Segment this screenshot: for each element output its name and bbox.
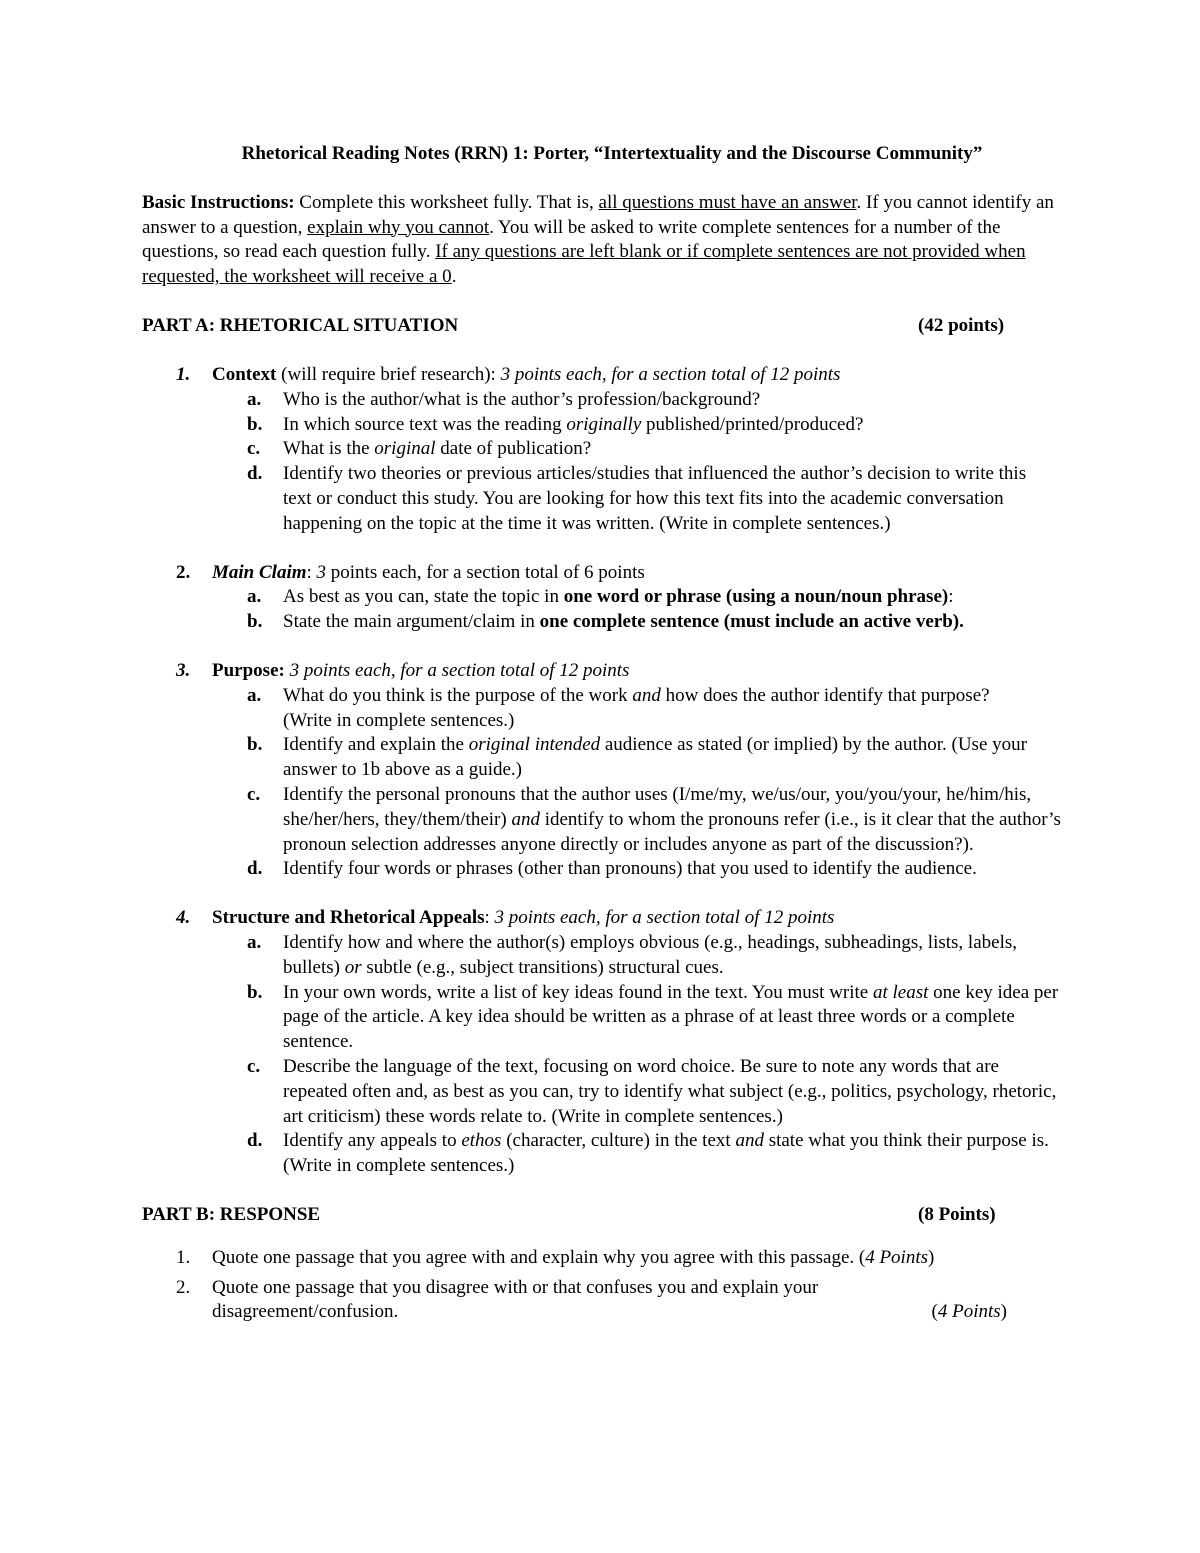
sub-item-letter: a. xyxy=(247,684,262,706)
sub-item-text: What is the xyxy=(283,438,375,460)
sub-item-text: In which source text was the reading xyxy=(283,413,567,435)
instructions-text-3: . You will be asked to write complete sentences for a number of the questions, so read each question fully. xyxy=(142,216,1001,263)
sub-item-text: Identify four words or phrases (other than pronouns) that you used to identify the audience. xyxy=(283,858,977,880)
sub-item-emphasis: and xyxy=(632,684,661,706)
sub-item-emphasis: ethos xyxy=(461,1130,502,1152)
sub-item-text: Identify two theories or previous articles/studies that influenced the author’s decision to write this text or conduct this study. You are looking for how this text fits into the academic conversation happening on the topic at the time it was written. (Write in complete sentences.) xyxy=(283,463,1027,534)
part-a-heading xyxy=(142,314,1062,339)
sub-item-emphasis: original xyxy=(374,438,436,460)
document-content xyxy=(142,142,1062,1325)
question-label: Structure and Rhetorical Appeals xyxy=(212,907,485,929)
question-text: (will require brief research): xyxy=(276,363,501,385)
sub-item-letter: b. xyxy=(247,734,263,756)
sub-item-text: In your own words, write a list of key ideas found in the text. You must write xyxy=(283,981,873,1003)
sub-item xyxy=(142,684,1043,734)
response-points: 4 Points xyxy=(865,1246,929,1268)
part-a-title: PART A: RHETORICAL SITUATION xyxy=(142,314,459,336)
response-text: Quote one passage that you agree with and explain why you agree with this passage. ( xyxy=(212,1246,866,1268)
instructions-text-2: . If you cannot identify an answer to a question, xyxy=(142,191,1054,238)
sub-item-text: As best as you can, state the topic in xyxy=(283,586,564,608)
question-emphasis: 3 xyxy=(316,561,327,583)
sub-item xyxy=(142,1129,1063,1179)
sub-item-letter: a. xyxy=(247,931,262,953)
sub-item-emphasis: and xyxy=(735,1130,764,1152)
instructions-text-1: Complete this worksheet fully. That is, xyxy=(294,191,599,213)
part-a-points: (42 points) xyxy=(918,314,1005,336)
sub-item-letter: d. xyxy=(247,858,263,880)
question-2-line xyxy=(142,561,1062,586)
response-item-2 xyxy=(142,1276,1007,1326)
sub-item xyxy=(142,437,1063,462)
sub-item xyxy=(142,931,1063,981)
sub-item xyxy=(142,981,1063,1055)
sub-item-text: Identify any appeals to xyxy=(283,1130,462,1152)
response-points-wrap xyxy=(932,1300,1007,1325)
question-text: points each, for a section total of 6 points xyxy=(326,561,645,583)
sub-item-text: Identify and explain the xyxy=(283,734,469,756)
question-1-context xyxy=(142,363,1062,537)
sub-item-text: identify to whom the pronouns refer (i.e., is it clear that the author’s pronoun selection addresses anyone directly or includes anyone as part of the discussion?). xyxy=(283,808,1061,855)
basic-instructions xyxy=(142,191,1062,290)
sub-item xyxy=(142,462,1053,536)
response-item-1 xyxy=(142,1246,1012,1271)
instructions-underline-3: If any questions are left blank or if complete sentences are not provided when requested, the worksheet will receive a 0 xyxy=(142,241,1026,288)
sub-item-emphasis: and xyxy=(511,808,540,830)
question-label: Purpose: xyxy=(212,659,285,681)
question-3-subitems xyxy=(142,684,1062,882)
sub-item xyxy=(142,1055,1063,1129)
question-2-subitems xyxy=(142,585,1062,635)
question-number: 3. xyxy=(176,659,191,681)
question-number: 2. xyxy=(176,561,191,583)
sub-item xyxy=(142,610,1083,635)
sub-item xyxy=(142,733,1063,783)
sub-item xyxy=(142,413,1063,438)
sub-item-emphasis: at least xyxy=(872,981,929,1003)
instructions-text-4: . xyxy=(451,266,457,288)
sub-item xyxy=(142,783,1063,857)
question-number: 1. xyxy=(176,363,191,385)
sub-item-emphasis: or xyxy=(344,956,362,978)
question-1-line xyxy=(142,363,1062,388)
sub-item-text: Describe the language of the text, focusing on word choice. Be sure to note any words that are repeated often and, as best as you can, try to identify what subject (e.g., politics, psychology, rhetoric, art criticism) these words relate to. (Write in complete sentences.) xyxy=(283,1055,1057,1127)
part-b-heading xyxy=(142,1203,1062,1228)
sub-item-letter: a. xyxy=(247,586,262,608)
response-paren: ) xyxy=(1000,1301,1007,1323)
sub-item-letter: c. xyxy=(247,438,261,460)
sub-item-letter: c. xyxy=(247,1055,261,1077)
question-text: : xyxy=(306,561,317,583)
question-3-line xyxy=(142,659,1062,684)
question-label: Main Claim xyxy=(212,561,307,583)
sub-item-text: date of publication? xyxy=(435,438,592,460)
response-number: 1. xyxy=(176,1246,191,1268)
sub-item-emphasis: originally xyxy=(566,413,642,435)
response-number: 2. xyxy=(176,1276,191,1298)
instructions-underline-1: all questions must have an answer xyxy=(598,191,857,213)
question-4-structure xyxy=(142,906,1062,1179)
part-b-points: (8 Points) xyxy=(918,1203,996,1225)
response-paren: ( xyxy=(931,1301,938,1323)
sub-item-text: : xyxy=(948,586,954,608)
sub-item-text: Identify how and where the author(s) employs obvious (e.g., headings, subheadings, lists, labels, bullets) xyxy=(283,931,1017,978)
sub-item-letter: d. xyxy=(247,463,263,485)
sub-item-text: Identify the personal pronouns that the author uses (I/me/my, we/us/our, you/you/your, he/him/his, she/her/hers, they/them/their) xyxy=(283,783,1032,830)
sub-item-text: how does the author identify that purpose? (Write in complete sentences.) xyxy=(283,684,990,731)
sub-item-letter: a. xyxy=(247,388,262,410)
sub-item-strong: one word or phrase (using a noun/noun phrase) xyxy=(563,586,949,608)
question-text: : xyxy=(484,907,495,929)
sub-item-letter: b. xyxy=(247,981,263,1003)
question-points: 3 points each, for a section total of 12 points xyxy=(500,363,841,385)
part-b-title: PART B: RESPONSE xyxy=(142,1203,321,1225)
sub-item xyxy=(142,388,1063,413)
sub-item xyxy=(142,585,1063,610)
question-points: 3 points each, for a section total of 12 points xyxy=(289,659,630,681)
sub-item-text: audience as stated (or implied) by the author. (Use your answer to 1b above as a guide.) xyxy=(283,734,1027,781)
sub-item-text: subtle (e.g., subject transitions) structural cues. xyxy=(361,956,724,978)
question-4-line xyxy=(142,906,1062,931)
question-2-main-claim xyxy=(142,561,1062,635)
sub-item-letter: d. xyxy=(247,1130,263,1152)
sub-item-text: published/printed/produced? xyxy=(641,413,864,435)
sub-item-letter: b. xyxy=(247,413,263,435)
question-4-subitems xyxy=(142,931,1062,1179)
sub-item-text: (character, culture) in the text xyxy=(501,1130,736,1152)
instructions-underline-2: explain why you cannot xyxy=(307,216,490,238)
sub-item-strong: one complete sentence (must include an active verb). xyxy=(539,611,964,633)
question-points: 3 points each, for a section total of 12 points xyxy=(494,907,835,929)
instructions-label: Basic Instructions: xyxy=(142,191,295,213)
question-label: Context xyxy=(212,363,277,385)
sub-item-text: state what you think their purpose is. (Write in complete sentences.) xyxy=(283,1130,1049,1177)
sub-item-text: State the main argument/claim in xyxy=(283,611,540,633)
response-text: ) xyxy=(928,1246,935,1268)
sub-item-text: one key idea per page of the article. A key idea should be written as a phrase of at least three words or a complete sentence. xyxy=(283,981,1059,1053)
response-text: Quote one passage that you disagree with or that confuses you and explain your disagreement/confusion. xyxy=(212,1276,819,1323)
sub-item xyxy=(142,857,1003,882)
sub-item-emphasis: original intended xyxy=(468,734,601,756)
sub-item-letter: c. xyxy=(247,783,261,805)
response-points: 4 Points xyxy=(937,1301,1001,1323)
question-number: 4. xyxy=(176,907,191,929)
sub-item-text: What do you think is the purpose of the work xyxy=(283,684,633,706)
sub-item-letter: b. xyxy=(247,611,263,633)
document-title: Rhetorical Reading Notes (RRN) 1: Porter, “Intertextuality and the Discourse Community” xyxy=(241,143,983,164)
question-1-subitems xyxy=(142,388,1062,537)
sub-item-text: Who is the author/what is the author’s profession/background? xyxy=(283,388,761,410)
question-3-purpose xyxy=(142,659,1062,882)
